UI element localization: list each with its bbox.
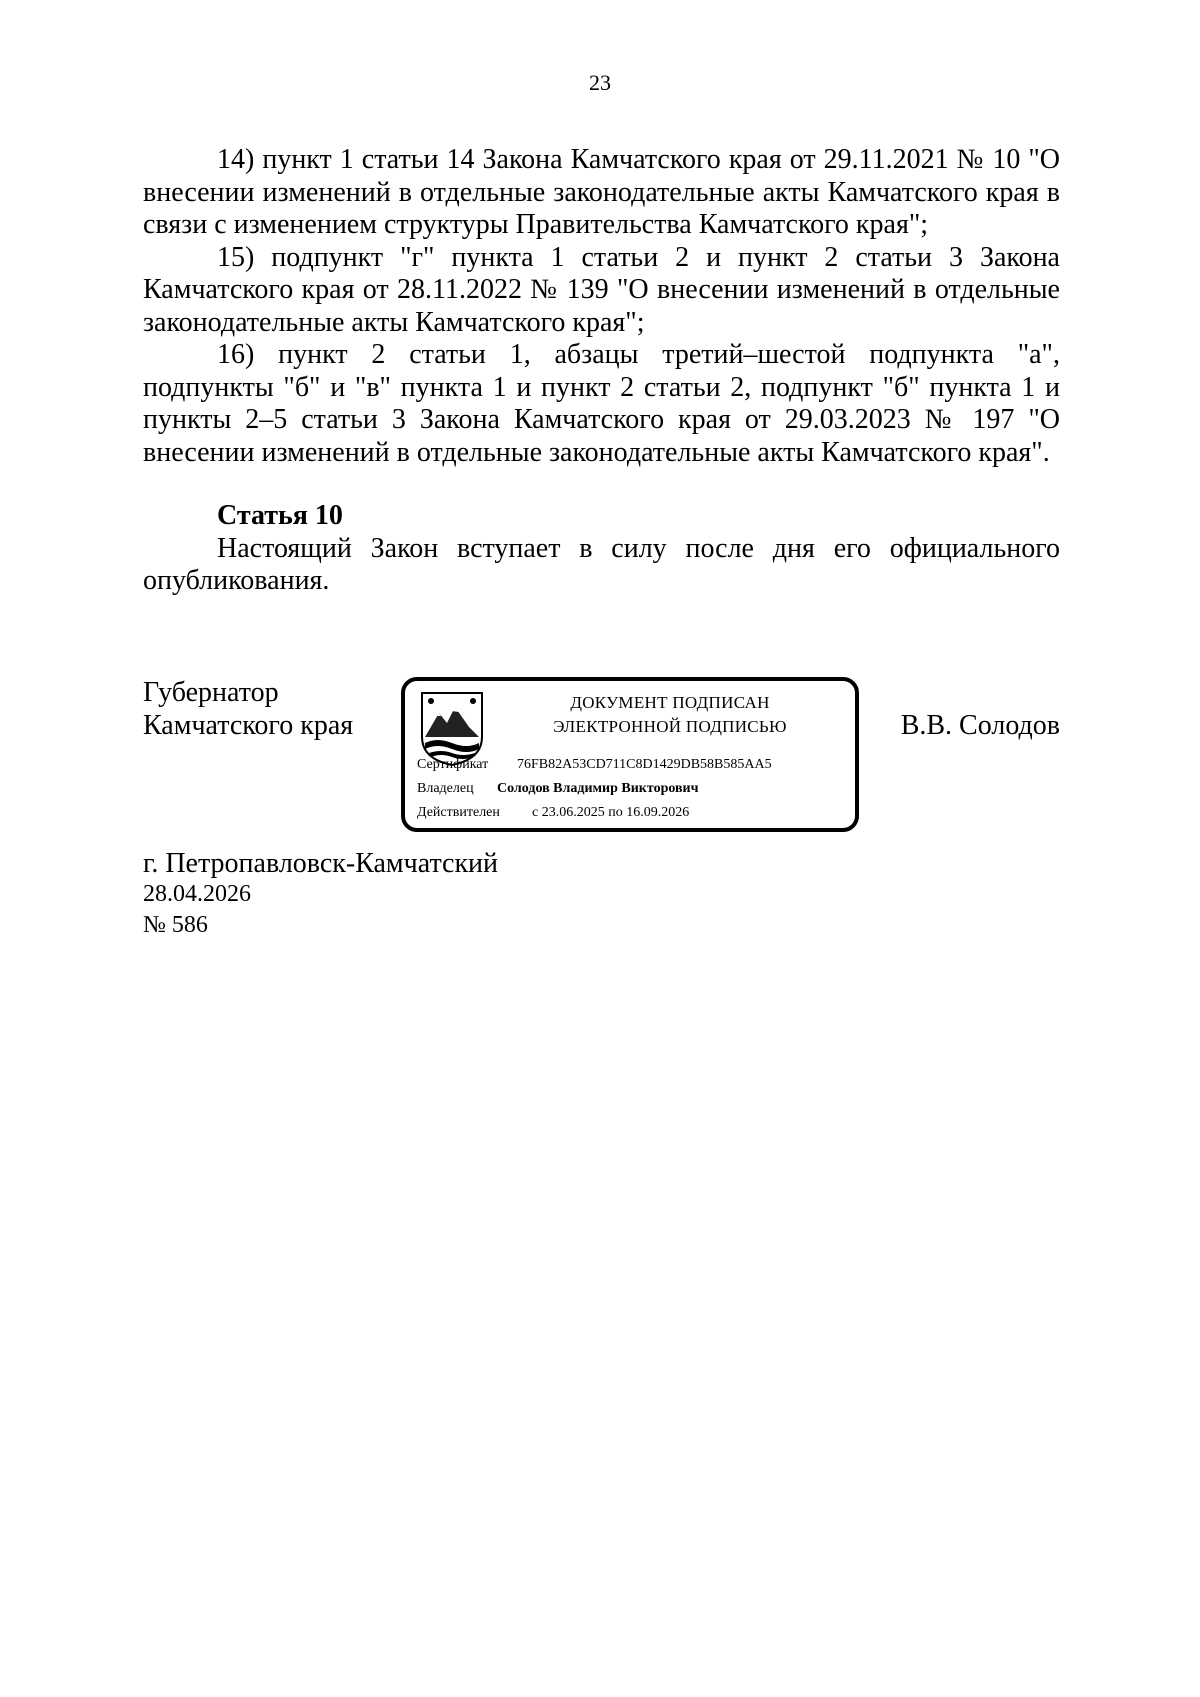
document-footer (143, 848, 498, 941)
city: г. Петропавловск-Камчатский (143, 848, 499, 879)
owner-label: Владелец (417, 781, 474, 796)
article-text: Настоящий Закон вступает в силу после дня его официального опубликования. (143, 532, 1060, 596)
kamchatka-coat-of-arms-icon (417, 689, 487, 767)
position-line-1: Губернатор (143, 677, 279, 708)
signature-block (143, 677, 1060, 837)
stamp-owner-row (417, 781, 699, 797)
paragraph-item-14: 14) пункт 1 статьи 14 Закона Камчатского края от 29.11.2021 № 10 "О внесении изменений в отдельные законодательные акты Камчатского края в связи с изменением структуры Правительства Камчатского края"; (143, 144, 1060, 240)
article-heading: Статья 10 (217, 500, 343, 531)
validity-label: Действителен (417, 805, 500, 820)
validity-value: с 23.06.2025 по 16.09.2026 (532, 805, 690, 820)
paragraph-item-15: 15) подпункт "г" пункта 1 статьи 2 и пункт 2 статьи 3 Закона Камчатского края от 28.11.2022 № 139 "О внесении изменений в отдельные законодательные акты Камчатского края"; (143, 241, 1060, 338)
signatory-position (143, 677, 353, 742)
signatory-name: В.В. Солодов (900, 710, 1060, 741)
stamp-title-line-1: ДОКУМЕНТ ПОДПИСАН (570, 693, 770, 712)
document-date: 28.04.2026 (143, 881, 251, 907)
owner-value: Солодов Владимир Викторович (497, 781, 699, 796)
position-line-2: Камчатского края (143, 709, 354, 741)
stamp-certificate-row (417, 757, 772, 773)
stamp-title-line-2: ЭЛЕКТРОННОЙ ПОДПИСЬЮ (553, 717, 787, 736)
stamp-validity-row (417, 805, 689, 821)
page-number: 23 (589, 70, 611, 95)
electronic-signature-stamp (401, 677, 859, 832)
stamp-title (495, 691, 845, 739)
document-number: № 586 (143, 912, 208, 938)
certificate-value: 76FB82A53CD711C8D1429DB58B585AA5 (517, 757, 772, 772)
law-text (143, 144, 1060, 598)
certificate-label: Сертификат (417, 757, 489, 772)
paragraph-item-16: 16) пункт 2 статьи 1, абзацы третий–шестой подпункта "а", подпункты "б" и "в" пункта 1 и пункт 2 статьи 2, подпункт "б" пункта 1 и пункты 2–5 статьи 3 Закона Камчатского края от 29.03.2023 № 197 "О внесении изменений в отдельные законодательные акты Камчатского края". (143, 339, 1060, 468)
